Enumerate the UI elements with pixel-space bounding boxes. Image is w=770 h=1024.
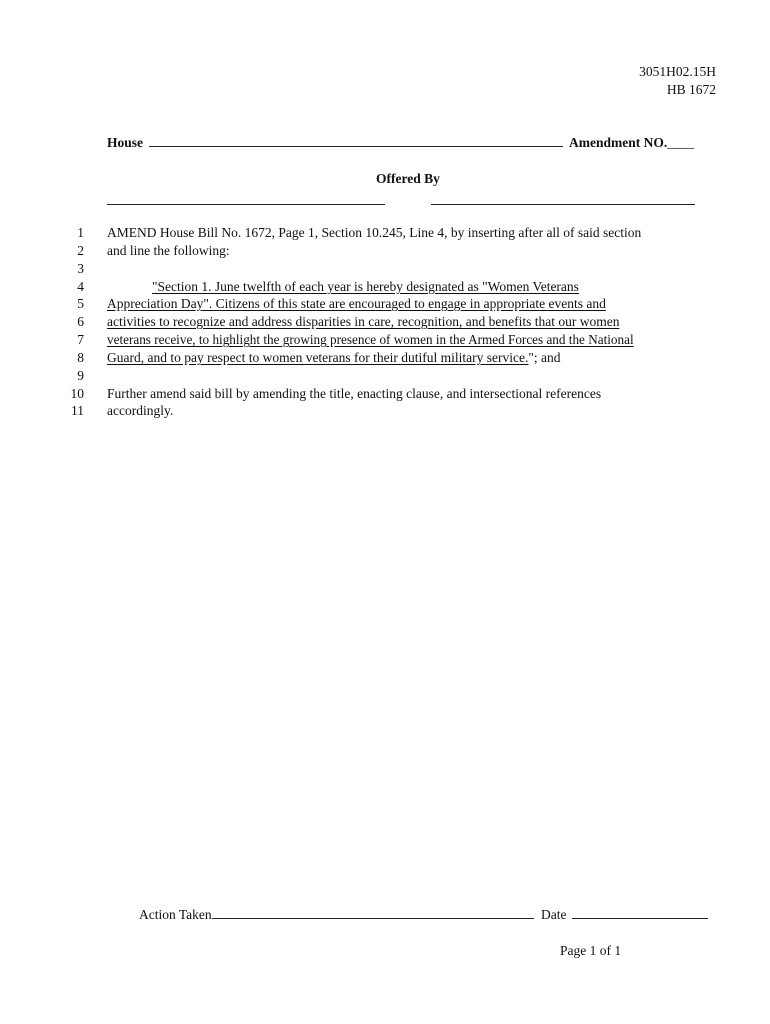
inserted-text-line: Appreciation Day". Citizens of this state are encouraged to engage in appropriate events and bbox=[107, 296, 606, 311]
inserted-text-line bbox=[107, 350, 561, 366]
line-number: 6 bbox=[77, 314, 84, 329]
body-line: and line the following: bbox=[107, 243, 230, 258]
line-number: 9 bbox=[77, 368, 84, 383]
line-number: 1 bbox=[77, 225, 84, 240]
closing-quote-and: "; and bbox=[528, 350, 561, 365]
house-label: House bbox=[107, 135, 144, 150]
inserted-text-line: activities to recognize and address disparities in care, recognition, and benefits that our women bbox=[107, 314, 620, 329]
body-line: accordingly. bbox=[107, 403, 174, 418]
page-number: Page 1 of 1 bbox=[560, 943, 622, 958]
date-label: Date bbox=[541, 907, 567, 922]
line-number: 7 bbox=[77, 332, 84, 347]
line-number: 11 bbox=[71, 403, 84, 418]
amendment-line bbox=[107, 135, 694, 151]
inserted-text-segment: Guard, and to pay respect to women veterans for their dutiful military service. bbox=[107, 350, 529, 365]
action-taken-label: Action Taken bbox=[139, 907, 212, 922]
amendment-number-blank: ____ bbox=[667, 135, 695, 150]
line-number: 5 bbox=[77, 296, 84, 311]
body-line: Further amend said bill by amending the title, enacting clause, and intersectional references bbox=[107, 386, 602, 401]
house-blank bbox=[149, 146, 563, 147]
offered-by-label: Offered By bbox=[376, 171, 440, 186]
body-line: AMEND House Bill No. 1672, Page 1, Section 10.245, Line 4, by inserting after all of said section bbox=[107, 225, 642, 240]
action-taken-row bbox=[139, 907, 708, 923]
line-number: 10 bbox=[70, 386, 84, 401]
action-taken-blank bbox=[212, 918, 534, 919]
document-code: 3051H02.15H bbox=[639, 64, 716, 79]
line-number: 4 bbox=[77, 279, 84, 294]
offered-by-signature-line-right bbox=[431, 204, 695, 205]
line-number: 8 bbox=[77, 350, 84, 365]
line-number: 2 bbox=[77, 243, 84, 258]
line-number: 3 bbox=[77, 261, 84, 276]
inserted-text-line: "Section 1. June twelfth of each year is hereby designated as "Women Veterans bbox=[152, 279, 579, 294]
inserted-text-line: veterans receive, to highlight the growing presence of women in the Armed Forces and the National bbox=[107, 332, 634, 347]
offered-by-signature-line-left bbox=[107, 204, 385, 205]
amendment-number-label: Amendment NO. bbox=[569, 135, 668, 150]
date-blank bbox=[572, 918, 708, 919]
bill-reference: HB 1672 bbox=[666, 82, 716, 97]
